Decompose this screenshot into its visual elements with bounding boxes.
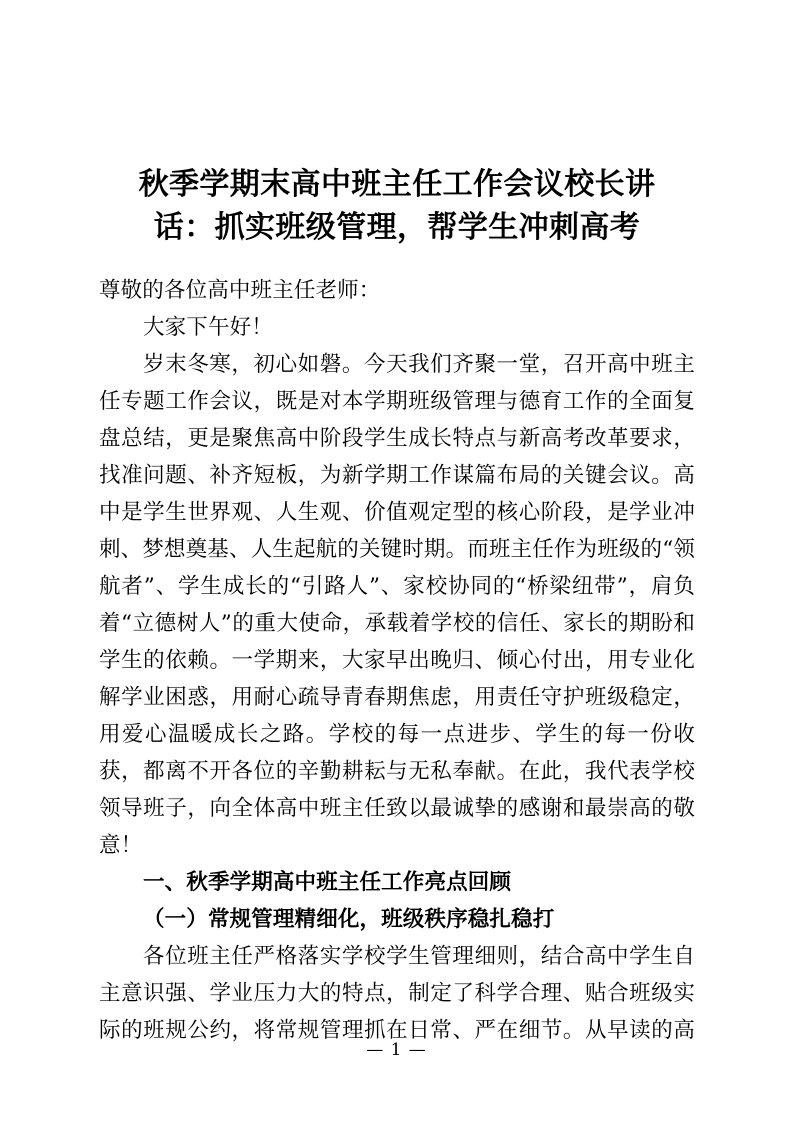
salutation-line: 尊敬的各位高中班主任老师： bbox=[99, 278, 381, 303]
opening-paragraph: 岁末冬寒，初心如磐。今天我们齐聚一堂，召开高中班主任专题工作会议，既是对本学期班级管理与德育工作的全面复盘总结，更是聚焦高中阶段学生成长特点与新高考改革要求，找准问题、补齐短板，为新学期工作谋篇布局的关键会议。高中是学生世界观、人生观、价值观定型的核心阶段，是学业冲刺、梦想奠基、人生起航的关键时期。而班主任作为班级的“领航者”、学生成长的“引路人”、家校协同的“桥梁纽带”，肩负着“立德树人”的重大使命，承载着学校的信任、家长的期盼和学生的依赖。一学期来，大家早出晚归、倾心付出，用专业化解学业困惑，用耐心疏导青春期焦虑，用责任守护班级稳定，用爱心温暖成长之路。学校的每一点进步、学生的每一份收获，都离不开各位的辛勤耕耘与无私奉献。在此，我代表学校领导班子，向全体高中班主任致以最诚挚的感谢和最崇高的敬意！ bbox=[99, 352, 695, 858]
section-heading-1: 一、秋季学期高中班主任工作亮点回顾 bbox=[143, 870, 512, 895]
subsection-heading-1: （一）常规管理精细化，班级秩序稳扎稳打 bbox=[143, 907, 555, 932]
page-number-footer: — 1 — bbox=[366, 1040, 427, 1060]
subsection-paragraph-1: 各位班主任严格落实学校学生管理细则，结合高中学生自主意识强、学业压力大的特点，制定了科学合理、贴合班级实际的班规公约，将常规管理抓在日常、严在细节。从早读的高 bbox=[99, 944, 695, 1043]
page-title: 秋季学期末高中班主任工作会议校长讲话：抓实班级管理，帮学生冲刺高考 bbox=[138, 167, 656, 246]
greeting-line: 大家下午好！ bbox=[143, 315, 273, 340]
document-body bbox=[99, 272, 695, 1049]
